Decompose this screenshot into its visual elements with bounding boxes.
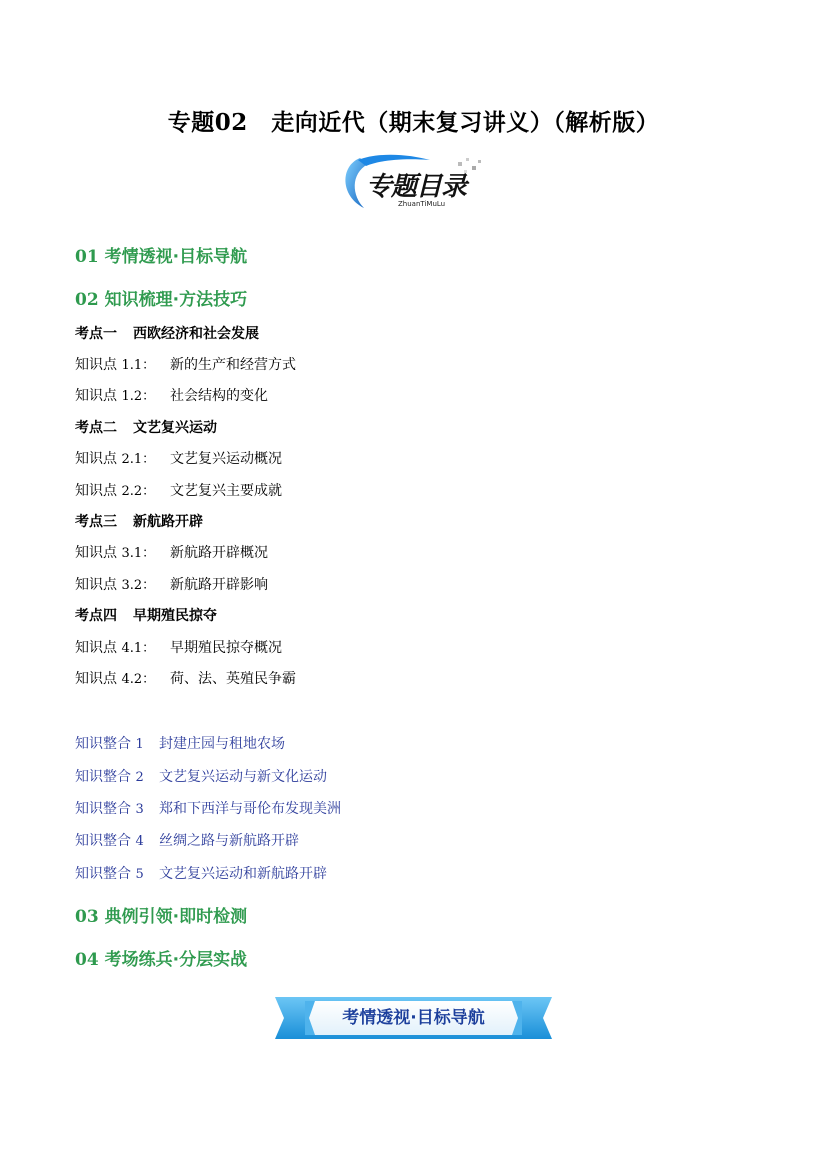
table-of-contents-logo: [338, 152, 490, 214]
zhishidian-2-1[interactable]: 知识点 2.1： 文艺复兴运动概况: [75, 451, 282, 467]
zhishidian-2-2[interactable]: 知识点 2.2： 文艺复兴主要成就: [75, 483, 282, 499]
banner-label: 考情透视·目标导航: [342, 1008, 485, 1028]
section-03[interactable]: 03 典例引领·即时检测: [75, 907, 248, 927]
kaodian-3-heading[interactable]: 考点三 新航路开辟: [75, 514, 203, 530]
zhenghe-3-link[interactable]: 知识整合 3 郑和下西洋与哥伦布发现美洲: [75, 801, 341, 817]
zhenghe-5-link[interactable]: 知识整合 5 文艺复兴运动和新航路开辟: [75, 866, 327, 882]
zhenghe-2-link[interactable]: 知识整合 2 文艺复兴运动与新文化运动: [75, 769, 327, 785]
kaodian-4-heading[interactable]: 考点四 早期殖民掠夺: [75, 608, 217, 624]
zhishidian-1-1[interactable]: 知识点 1.1： 新的生产和经营方式: [75, 357, 296, 373]
zhenghe-1-link[interactable]: 知识整合 1 封建庄园与租地农场: [75, 736, 285, 752]
section-02[interactable]: 02 知识梳理·方法技巧: [75, 290, 248, 310]
kaodian-1-heading[interactable]: 考点一 西欧经济和社会发展: [75, 326, 259, 342]
zhishidian-3-2[interactable]: 知识点 3.2： 新航路开辟影响: [75, 577, 268, 593]
logo-sub-text: ZhuanTiMuLu: [398, 200, 446, 208]
zhenghe-4-link[interactable]: 知识整合 4 丝绸之路与新航路开辟: [75, 833, 299, 849]
zhishidian-1-2[interactable]: 知识点 1.2： 社会结构的变化: [75, 388, 268, 404]
section-01[interactable]: 01 考情透视·目标导航: [75, 247, 248, 267]
zhishidian-3-1[interactable]: 知识点 3.1： 新航路开辟概况: [75, 545, 268, 561]
zhishidian-4-1[interactable]: 知识点 4.1： 早期殖民掠夺概况: [75, 640, 282, 656]
document-title: 专题02 走向近代（期末复习讲义）（解析版）: [167, 109, 660, 136]
kaodian-2-heading[interactable]: 考点二 文艺复兴运动: [75, 420, 217, 436]
zhishidian-4-2[interactable]: 知识点 4.2： 荷、法、英殖民争霸: [75, 671, 296, 687]
section-04[interactable]: 04 考场练兵·分层实战: [75, 950, 248, 970]
section-banner: [275, 993, 552, 1043]
logo-main-text: 专题目录: [366, 172, 467, 202]
